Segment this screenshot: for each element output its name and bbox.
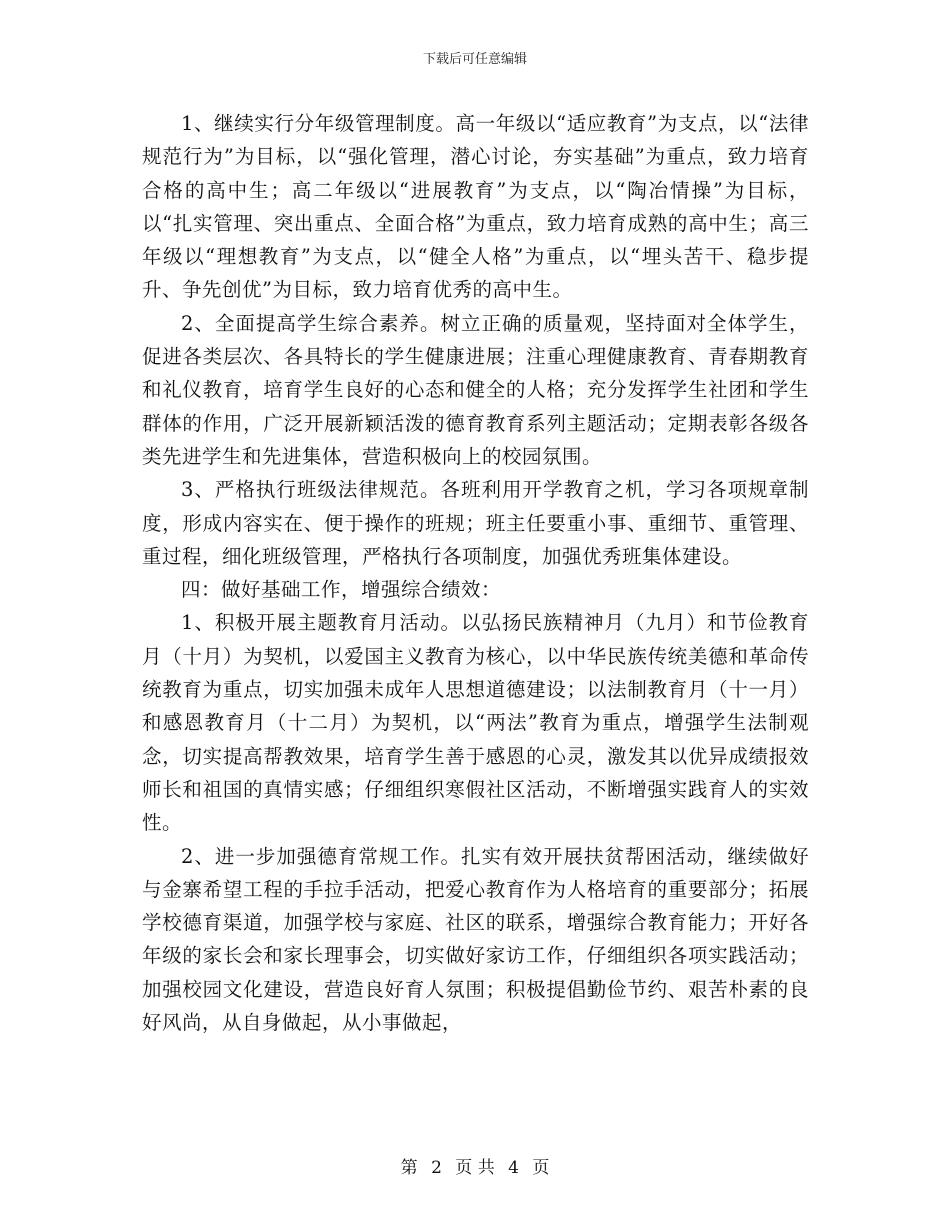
total-page-count: 4 bbox=[508, 1158, 519, 1178]
paragraph-item-3: 3、严格执行班级法律规范。各班利用开学教育之机，学习各项规章制度，形成内容实在、便于操作的班规；班主任要重小事、重细节、重管理、重过程，细化班级管理，严格执行各项制度，加强优秀班集体建设。 bbox=[142, 478, 809, 568]
page-footer bbox=[0, 1157, 950, 1179]
page-header: 下载后可任意编辑 bbox=[422, 52, 527, 67]
document-body bbox=[142, 107, 809, 1039]
footer-middle: 页 共 bbox=[455, 1158, 495, 1178]
paragraph-item-2: 2、全面提高学生综合素养。树立正确的质量观，坚持面对全体学生，促进各类层次、各具特长的学生健康进展；注重心理健康教育、青春期教育和礼仪教育，培育学生良好的心态和健全的人格；充分发挥学生社团和学生群体的作用，广泛开展新颖活泼的德育教育系列主题活动；定期表彰各级各类先进学生和先进集体，营造积极向上的校园氛围。 bbox=[142, 311, 809, 468]
section-heading: 四：做好基础工作，增强综合绩效： bbox=[181, 578, 502, 602]
footer-suffix: 页 bbox=[532, 1158, 550, 1178]
paragraph-item-5: 2、进一步加强德育常规工作。扎实有效开展扶贫帮困活动，继续做好与金寨希望工程的手拉手活动，把爱心教育作为人格培育的重要部分；拓展学校德育渠道，加强学校与家庭、社区的联系，增强综合教育能力；开好各年级的家长会和家长理事会，切实做好家访工作，仔细组织各项实践活动；加强校园文化建设，营造良好育人氛围；积极提倡勤俭节约、艰苦朴素的良好风尚，从自身做起，从小事做起， bbox=[142, 844, 809, 1035]
paragraph-item-4: 1、积极开展主题教育月活动。以弘扬民族精神月（九月）和节俭教育月（十月）为契机，以爱国主义教育为核心，以中华民族传统美德和革命传统教育为重点，切实加强未成年人思想道德建设；以法制教育月（十一月）和感恩教育月（十二月）为契机，以“两法”教育为重点，增强学生法制观念，切实提高帮教效果，培育学生善于感恩的心灵，激发其以优异成绩报效师长和祖国的真情实感；仔细组织寒假社区活动，不断增强实践育人的实效性。 bbox=[142, 611, 809, 835]
footer-prefix: 第 bbox=[400, 1158, 418, 1178]
paragraph-item-1: 1、继续实行分年级管理制度。高一年级以“适应教育”为支点，以“法律规范行为”为目标，以“强化管理，潜心讨论，夯实基础”为重点，致力培育合格的高中生；高二年级以“进展教育”为支点，以“陶冶情操”为目标，以“扎实管理、突出重点、全面合格”为重点，致力培育成熟的高中生；高三年级以“理想教育”为支点，以“健全人格”为重点，以“埋头苦干、稳步提升、争先创优”为目标，致力培育优秀的高中生。 bbox=[142, 112, 809, 302]
current-page-number: 2 bbox=[431, 1158, 442, 1178]
